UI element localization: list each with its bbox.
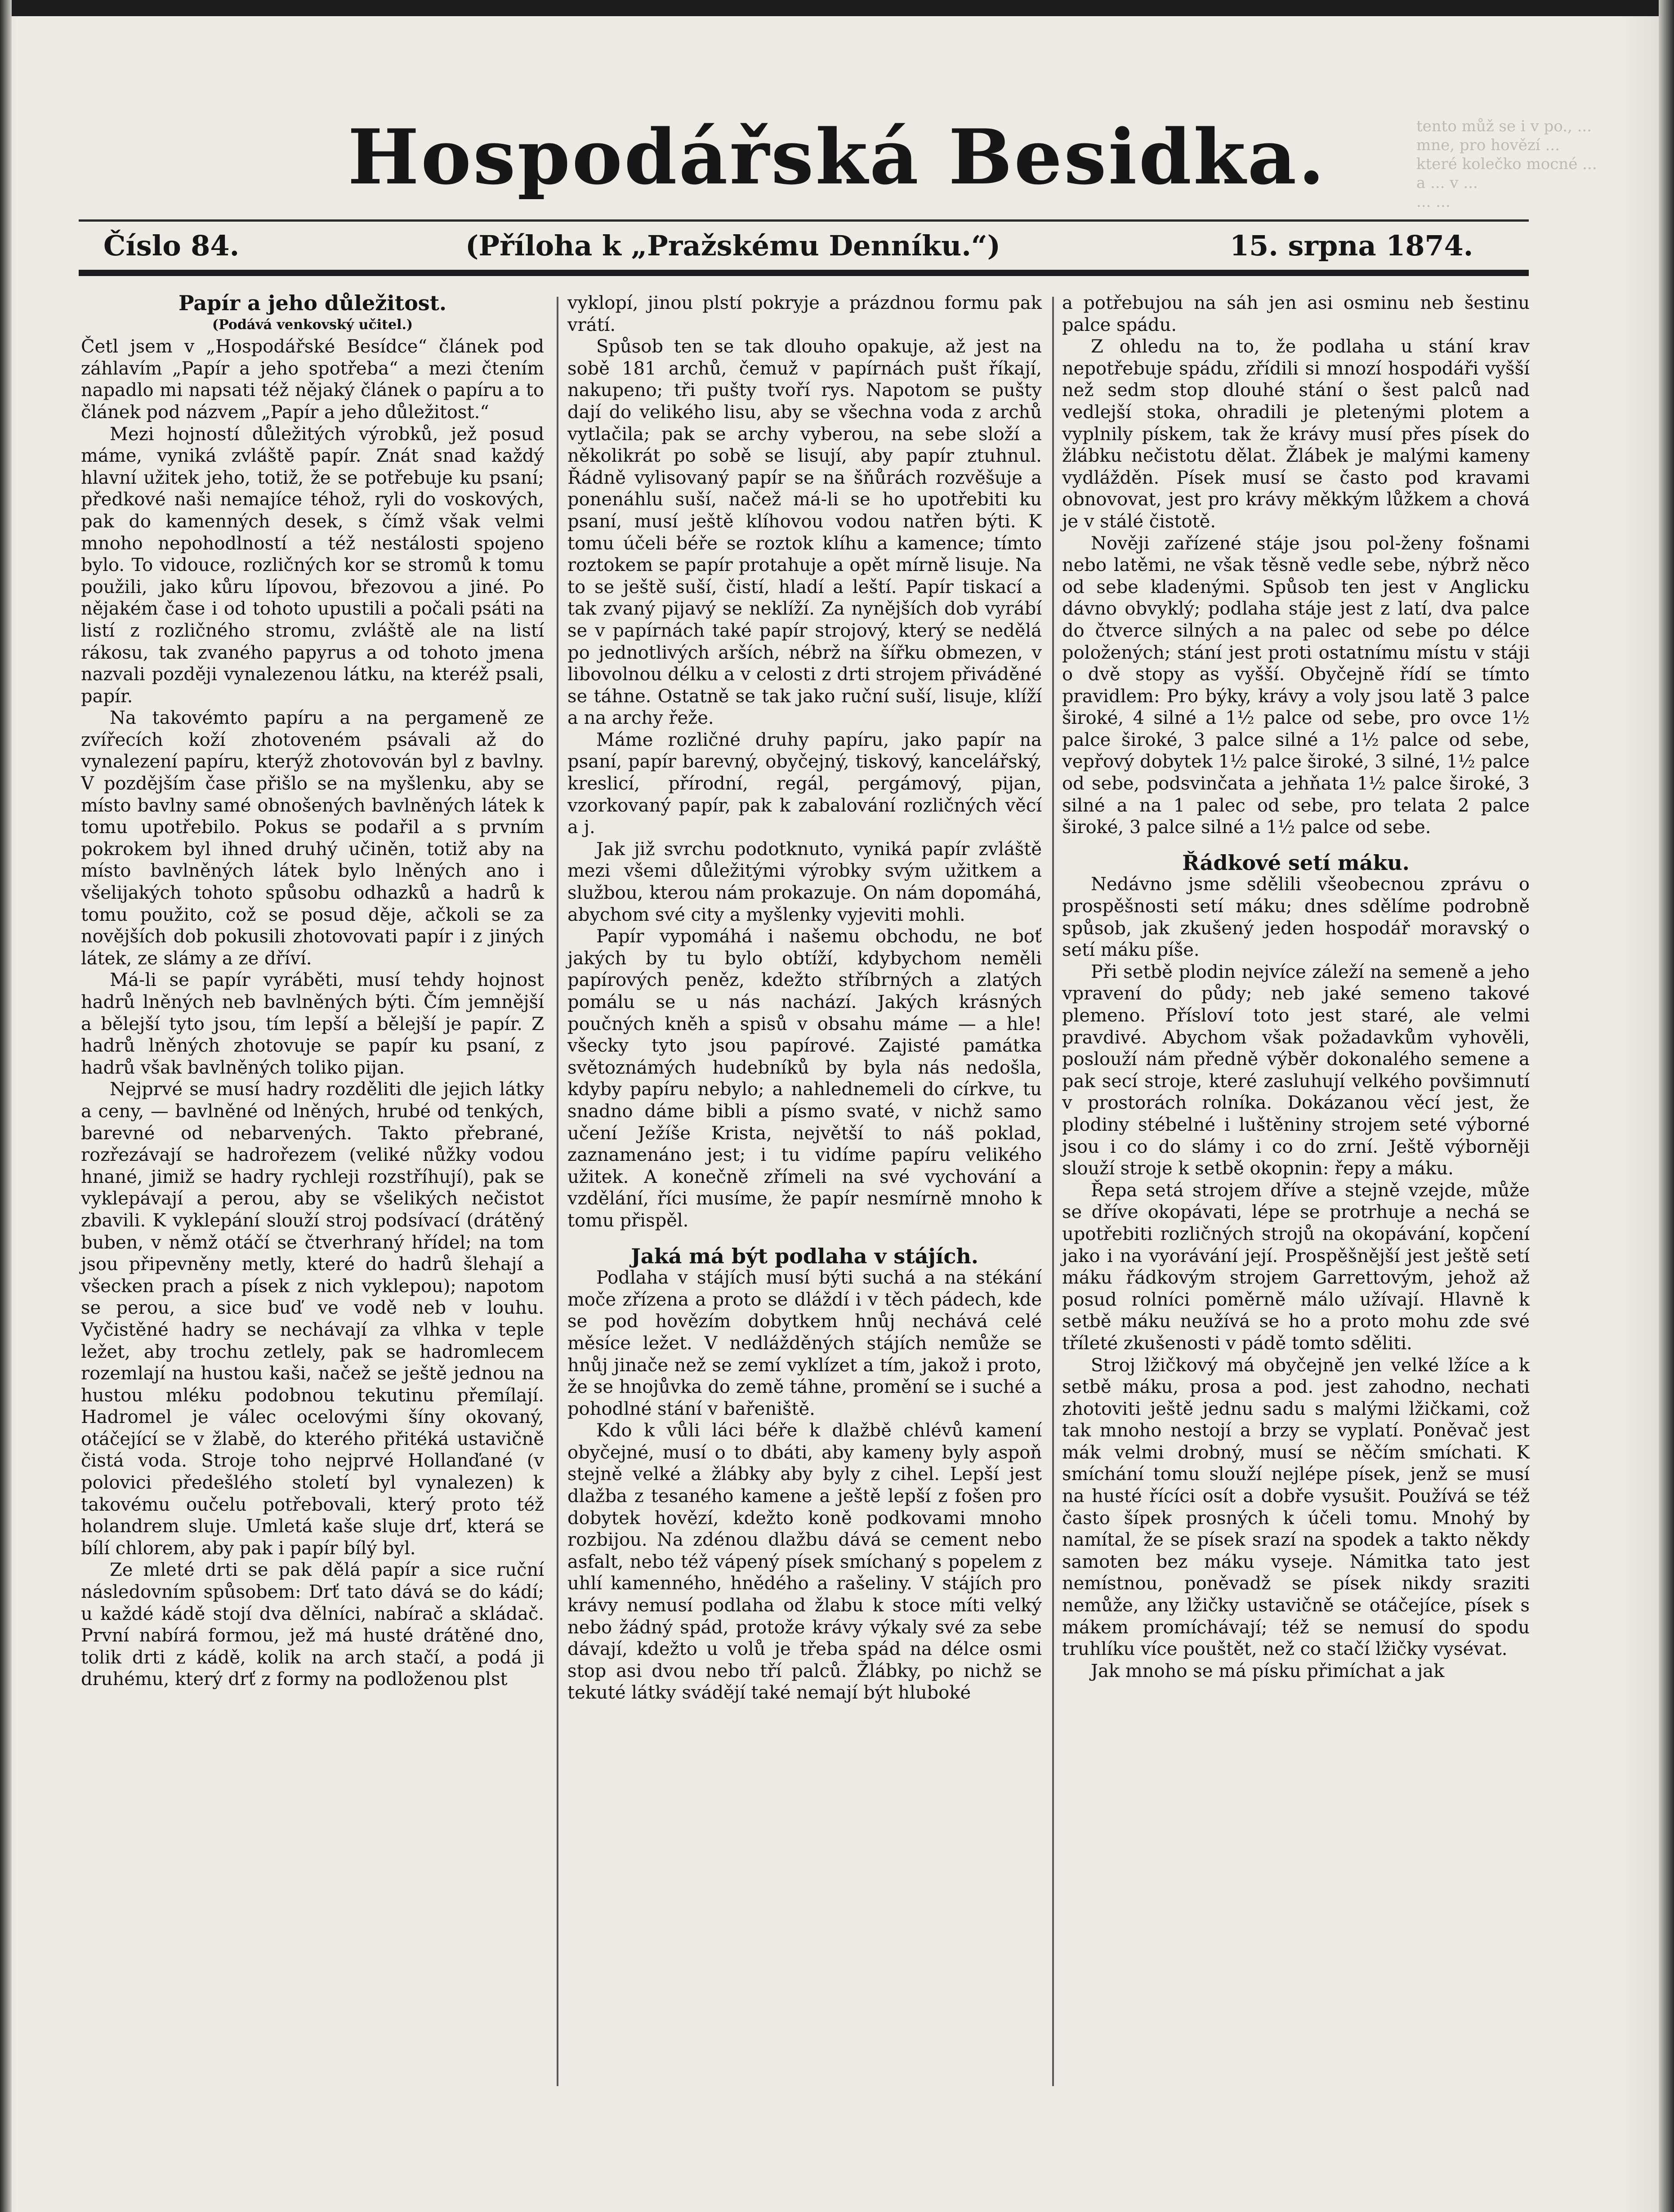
paragraph: Podlaha v stájích musí býti suchá a na stékání moče zřízena a proto se dláždí i v těch pádech, kde se pod hovězím dobytkem hnůj nechává celé měsíce ležet. V nedlážděných stájích nemůže se hnůj jinače než se zemí vyklízet a tím, jakož i proto, že se hnojůvka do země táhne, promění se i suché a pohodlné stání v bařeniště. [567, 1267, 1042, 1419]
article-title: Papír a jeho důležitost. [179, 291, 446, 315]
scan-edge-top [0, 0, 1674, 16]
paragraph: Z ohledu na to, že podlaha u stání krav nepotřebuje spádu, zřídili si mnozí hospodáři vyšší než sedm stop dlouhé stání o šest palců nad vedlejší stoka, ohradili je pletenými plotem a vyplnily pískem, tak že krávy musí přes písek do žlábku nečistotu dělat. Žlábek je malými kameny vydlážděn. Písek musí se často pod kravami obnovovat, jest pro krávy měkkým lůžkem a chová je v stálé čistotě. [1062, 336, 1530, 532]
paragraph: Stroj lžičkový má obyčejně jen velké lžíce a k setbě máku, prosa a pod. jest zahodno, nechati zhotoviti ještě jednu sadu s malými lžičkami, což tak mnoho nestojí a brzy se vyplatí. Poněvač jest mák velmi drobný, musí se něčím smíchati. K smíchání tomu slouží nejlépe písek, jenž se musí na husté řícíci osít a dobře vysušit. Používá se též často šípek prosných k účeli tomu. Mnohý by namítal, že se písek srazí na spodek a takto někdy samoten bez máku vyseje. Námitka tato jest nemístnou, poněvadž se písek nikdy sraziti nemůže, any lžičky ustavičně se otáčejíce, písek s mákem promíchávají; též se nemusí do spodu truhlíku více pouštět, než co stačí lžičky vysévat. [1062, 1355, 1530, 1660]
paragraph: Máme rozličné druhy papíru, jako papír na psaní, papír barevný, obyčejný, tiskový, kancelářský, kreslicí, přírodní, regál, pergámový, pijan, vzorkovaný papír, pak k zabalování rozličných věcí a j. [567, 729, 1042, 838]
paragraph: Četl jsem v „Hospodářské Besídce“ článek pod záhlavím „Papír a jeho spotřeba“ a mezi čtením napadlo mi napsati též nějaký článek o papíru a to článek pod názvem „Papír a jeho důležitost.“ [81, 336, 544, 423]
scan-edge-left [0, 0, 12, 2212]
column-rule-2 [1052, 297, 1054, 2086]
paragraph: Jak mnoho se má písku přimíchat a jak [1091, 1660, 1445, 1681]
header-rule-top [79, 219, 1529, 222]
paragraph: Na takovémto papíru a na pergameně ze zvířecích koží zhotoveném psávali až do vynalezení papíru, kterýž zhotovován byl z bavlny. V pozdějším čase přišlo se na myšlenku, aby se místo bavlny samé obnošených bavlněných látek k tomu upotřebilo. Pokus se podařil a s prvním pokrokem byl ihned druhý učiněn, totiž aby na místo bavlněných látek bylo lněných ano i všelijakých tohoto spůsobu odhazků a hadrů k tomu použito, což se posud děje, ačkoli se za novějších dob pokusili zhotovovati papír i z jiných látek, ze slámy a ze dříví. [81, 708, 544, 969]
paragraph: Nejprvé se musí hadry rozděliti dle jejich látky a ceny, — bavlněné od lněných, hrubé od tenkých, barevné od nebarvených. Takto přebrané, rozřezávají se hadrořezem (veliké nůžky vodou hnané, jimiž se hadry rychleji rozstříhují), pak se vyklepávají a perou, aby se všelikých nečistot zbavili. K vyklepání slouží stroj podsívací (drátěný buben, v němž otáčí se čtverhraný hřídel; na tom jsou připevněny metly, které do hadrů šlehají a všecken prach a písek z nich vyklepou); napotom se perou, a sice buď ve vodě neb v louhu. Vyčistěné hadry se nechávají za vlhka v teple ležet, aby trochu zetlely, pak se hadromlecem rozemlají na hustou kaši, načež se ještě jednou na hustou mléku podobnou tekutinu přemílají. Hadromel je válec ocelovými šíny okovaný, otáčející se v žlabě, do kterého přitéká ustavičně čistá voda. Stroje toho nejprvé Hollanďané (v polovici předešlého století byl vynalezen) k takovému oučelu potřebovali, který proto též holandrem sluje. Umletá kaše sluje drť, která se bílí chlorem, aby pak i papír bílý byl. [81, 1079, 544, 1559]
column-3 [1062, 292, 1530, 1682]
column-1 [81, 292, 544, 1690]
article-separator [1062, 838, 1530, 852]
paragraph: Při setbě plodin nejvíce záleží na semeně a jeho vpravení do půdy; neb jaké semeno takové plemeno. Přísloví toto jest staré, ale velmi pravdivé. Abychom však požadavkům vyhověli, poslouží nám předně výběr dokonalého semene a pak secí stroje, které zasluhují velkého povšimnutí v prostorách rolníka. Dokázanou věcí jest, že plodiny stébelné i luštěniny strojem seté výborné jsou i co do slámy i co do zrní. Ještě výborněji slouží stroje k setbě okopnin: řepy a máku. [1062, 961, 1530, 1179]
paragraph: vyklopí, jinou plstí pokryje a prázdnou formu pak vrátí. [567, 293, 1042, 335]
article-title: Řádkové setí máku. [1182, 850, 1410, 875]
scan-edge-right [1659, 0, 1674, 2212]
newspaper-title: Hospodářská Besidka. [348, 112, 1326, 201]
header-rule-bottom [79, 270, 1529, 276]
paragraph: Má-li se papír vyráběti, musí tehdy hojnost hadrů lněných neb bavlněných býti. Čím jemnější a bělejší tyto jsou, tím lepší a bělejší je papír. Z hadrů lněných zhotovuje se papír ku psaní, z hadrů však bavlněných toliko pijan. [81, 970, 544, 1078]
article-title: Jaká má být podlaha v stájích. [631, 1244, 978, 1268]
issue-number: Číslo 84. [103, 229, 240, 262]
column-2 [567, 292, 1042, 1704]
supplement-note: (Příloha k „Pražskému Denníku.“) [465, 229, 1000, 262]
article-byline: (Podává venkovský učitel.) [212, 317, 413, 333]
paragraph: Spůsob ten se tak dlouho opakuje, až jest na sobě 181 archů, čemuž v papírnách pušt říkají, nakupeno; tři pušty tvoří rys. Napotom se pušty dají do velikého lisu, aby se všechna voda z archů vytlačila; pak se archy vyberou, na sebe složí a několikrát po sobě se lisují, aby papír ztuhnul. Řádně vylisovaný papír se na šňůrách rozvěšuje a ponenáhlu suší, načež má-li se ho upotřebiti ku psaní, musí ještě klíhovou vodou natřen býti. K tomu účeli béře se roztok klíhu a kamence; tímto roztokem se papír protahuje a opět mírně lisuje. Na to se ještě suší, čistí, hladí a leští. Papír tiskací a tak zvaný pijavý se neklíží. Za nynějších dob vyrábí se v papírnách také papír strojový, který se nedělá po jednotlivých arších, nébrž na šířku obmezen, v libovolnou délku a v celosti z drti strojem přiváděné se táhne. Ostatně se tak jako ruční suší, lisuje, klíží a na archy řeže. [567, 336, 1042, 729]
article-separator [567, 1232, 1042, 1245]
bleed-through-text: tento můž se i v po., ... mne, pro hovězí ... které kolečko mocné ... a ... v ... ... ... [1416, 117, 1597, 211]
paragraph: Řepa setá strojem dříve a stejně vzejde, může se dříve okopávati, lépe se protrhuje a nechá se upotřebiti rozličných strojů na okopávání, kopčení jako i na vyorávání její. Prospěšnější jest ještě setí máku řádkovým strojem Garrettovým, jehož až posud rolníci poměrně málo užívají. Hlavně k setbě máku neužívá se ho a proto mohu zde své tříleté zkušenosti v pádě tomto sděliti. [1062, 1180, 1530, 1354]
paragraph: Nedávno jsme sdělili všeobecnou zprávu o prospěšnosti setí máku; dnes sdělíme podrobně spůsob, jak zkušený jeden hospodář moravský o setí máku píše. [1062, 874, 1530, 961]
paragraph: Ze mleté drti se pak dělá papír a sice ruční následovním spůsobem: Drť tato dává se do kádí; u každé kádě stojí dva dělníci, nabírač a skládač. První nabírá formou, jež má husté drátěné dno, tolik drti z kádě, kolik na arch stačí, a podá ji druhému, který drť z formy na podloženou plst [81, 1560, 544, 1690]
column-rule-1 [557, 297, 558, 2086]
issue-date: 15. srpna 1874. [1230, 229, 1473, 262]
paragraph: Papír vypomáhá i našemu obchodu, ne boť jakých by tu bylo obtíží, kdybychom neměli papírových peněz, kdežto stříbrných a zlatých pomálu se u nás nachází. Jakých krásných poučných kněh a spisů v obsahu máme — a hle! všecky tyto jsou papírové. Zajisté památka světoznámých hudebníků by byla nás nedošla, kdyby papíru nebylo; a nahlednemeli do církve, tu snadno dáme bibli a písmo svaté, v nichž samo učení Ježíše Krista, největší to náš poklad, zaznamenáno jest; i tu vidíme papíru velikého užitek. A konečně zřímeli na své vychování a vzdělání, říci musíme, že papír nesmírně mnoho k tomu přispěl. [567, 926, 1042, 1231]
paragraph: Nověji zařízené stáje jsou pol-ženy fošnami nebo latěmi, ne však těsně vedle sebe, nýbrž něco od sebe kladenými. Spůsob ten jest v Anglicku dávno obvyklý; podlaha stáje jest z latí, dva palce do čtverce silných a na palec od sebe po délce položených; stání jest proti ostatnímu místu v stáji o dvě stopy as vyšší. Obyčejně řídí se tímto pravidlem: Pro býky, krávy a voly jsou latě 3 palce široké, 4 silné a 1½ palce od sebe, pro ovce 1½ palce široké, 3 palce silné a 1½ palce od sebe, vepřový dobytek 1½ palce široké, 3 silné, 1½ palce od sebe, podsvinčata a jehňata 1½ palce široké, 3 silné a na 1 palec od sebe, pro telata 2 palce široké, 3 palce silné a 1½ palce od sebe. [1062, 533, 1530, 838]
paragraph: Mezi hojností důležitých výrobků, jež posud máme, vyniká zvláště papír. Znát snad každý hlavní užitek jeho, totiž, že se potřebuje ku psaní; předkové naši nemajíce téhož, ryli do voskových, pak do kamenných desek, s čímž však velmi mnoho nepohodlností a též nestálosti spojeno bylo. To vidouce, rozličných kor se stromů k tomu použili, jako kůru lípovou, březovou a jiné. Po nějakém čase i od tohoto upustili a počali psáti na listí z rozličného stromu, zvláště ale na listí rákosu, tak zvaného papyrus a od tohoto jmena nazvali později vynalezenou látku, na kteréž psali, papír. [81, 424, 544, 707]
paragraph: Jak již svrchu podotknuto, vyniká papír zvláště mezi všemi důležitými výrobky svým užitkem a službou, kterou nám prokazuje. On nám dopomáhá, abychom své city a myšlenky vyjeviti mohli. [567, 838, 1042, 925]
paragraph: Kdo k vůli láci béře k dlažbě chlévů kamení obyčejné, musí o to dbáti, aby kameny byly aspoň stejně velké a žlábky aby byly z cihel. Lepší jest dlažba z tesaného kamene a ještě lepší z fošen pro dobytek hovězí, kdežto koně podkovami mnoho rozbijou. Na zdénou dlažbu dává se cement nebo asfalt, nebo též vápený písek smíchaný s popelem z uhlí kamenného, hnědého a rašeliny. V stájích pro krávy nemusí podlaha od žlabu k stoce míti velký nebo žádný spád, protože krávy výkaly své za sebe dávají, kdežto u volů je třeba spád na délce osmi stop asi dvou nebo tří palců. Žlábky, po nichž se tekuté látky svádějí také nemají být hluboké [567, 1420, 1042, 1704]
paragraph: a potřebujou na sáh jen asi osminu neb šestinu palce spádu. [1062, 293, 1530, 335]
